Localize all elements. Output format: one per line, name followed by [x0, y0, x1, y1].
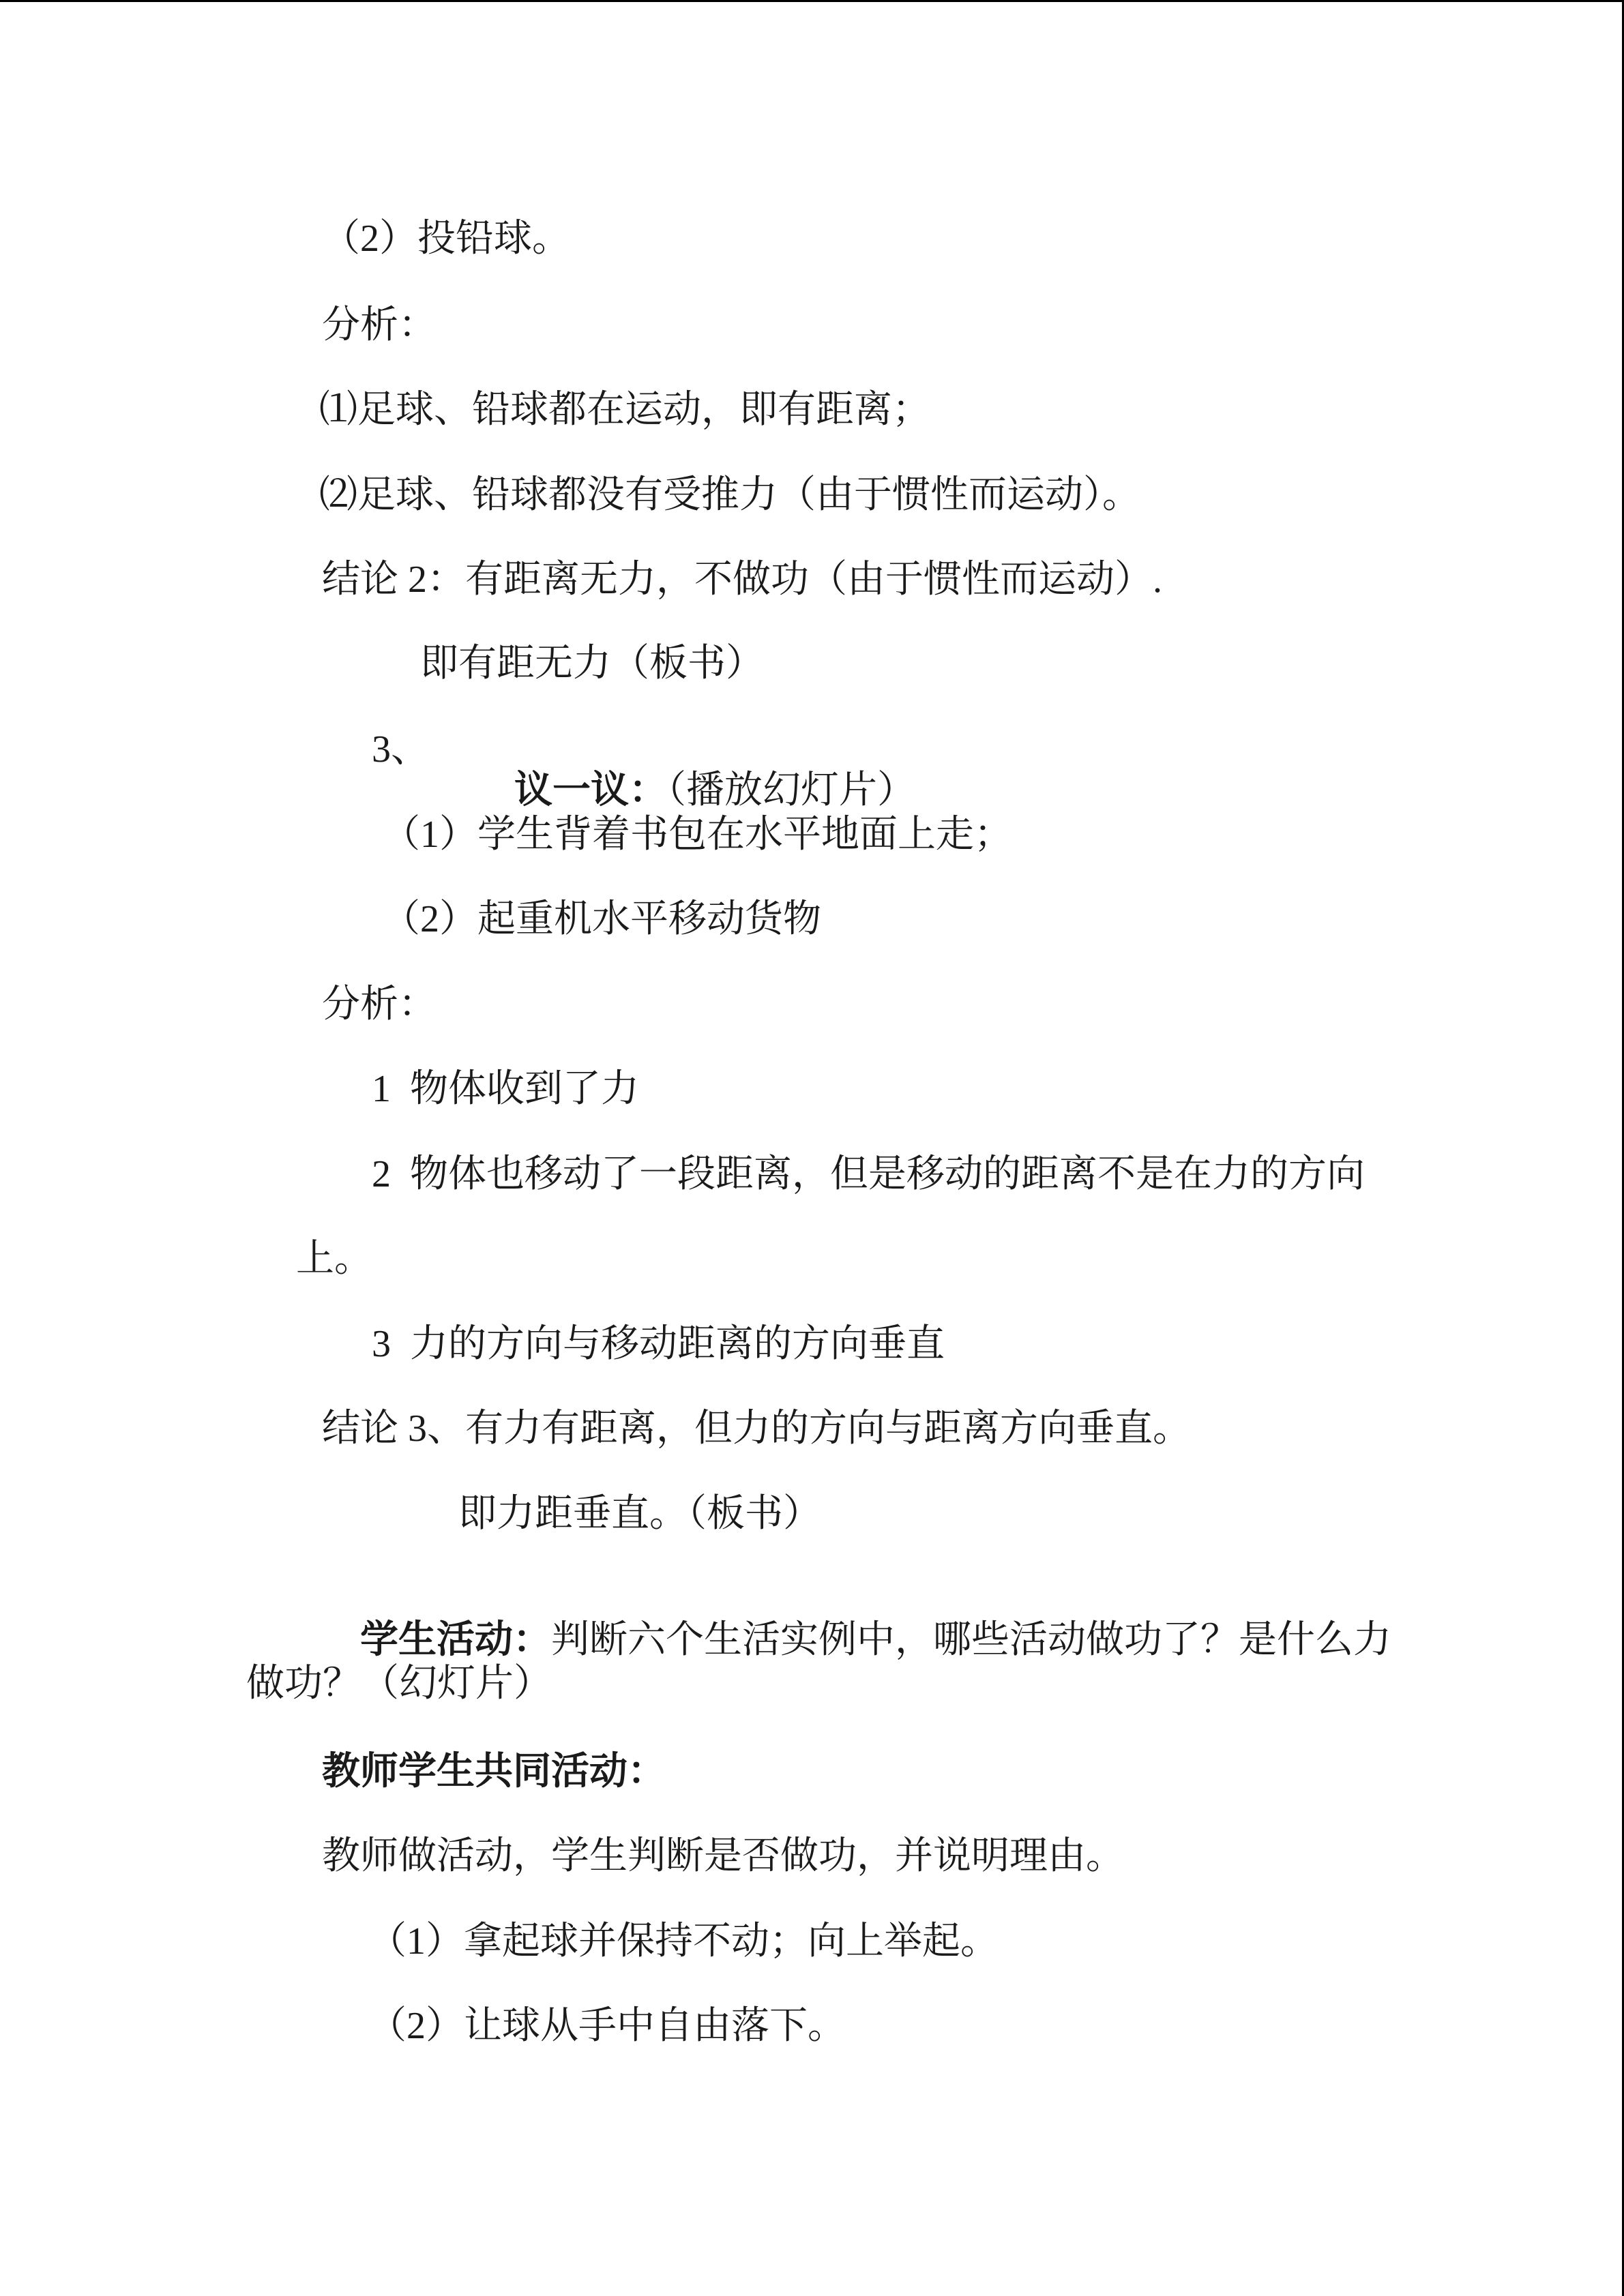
- section-number: 3、: [372, 728, 429, 771]
- section-heading-note: （播放幻灯片）: [667, 769, 915, 811]
- activity-heading: 教师学生共同活动：: [322, 1750, 666, 1793]
- text-line: （2）让球从手中自由落下。: [368, 2005, 846, 2047]
- text-line: 3 力的方向与移动距离的方向垂直: [372, 1323, 945, 1365]
- text-line: 分析：: [322, 304, 437, 346]
- activity-text: 判断六个生活实例中，哪些活动做功了？是什么力: [551, 1619, 1391, 1661]
- text-line: （2）投铅球。: [322, 218, 570, 260]
- conclusion-line: 结论 3、有力有距离，但力的方向与距离方向垂直。: [322, 1407, 1191, 1450]
- text-line: 分析：: [322, 983, 437, 1026]
- board-note-line: 即力距垂直。（板书）: [458, 1493, 821, 1535]
- page-top-border: [0, 0, 1624, 2]
- text-line: 做功？（幻灯片）: [246, 1663, 552, 1705]
- text-line: 2 物体也移动了一段距离，但是移动的距离不是在力的方向: [372, 1153, 1365, 1195]
- conclusion-line: 结论 2：有距离无力，不做功（由于惯性而运动）.: [322, 558, 1162, 601]
- text-line: （1）拿起球并保持不动；向上举起。: [368, 1920, 999, 1963]
- text-line: （1）学生背着书包在水平地面上走；: [382, 814, 1012, 856]
- text-line: ⑴足球、铅球都在运动，即有距离；: [319, 389, 930, 431]
- section-heading: 议一议：: [514, 769, 667, 811]
- text-line: 教师做活动，学生判断是否做功，并说明理由。: [322, 1835, 1124, 1877]
- text-line: 1 物体收到了力: [372, 1068, 639, 1110]
- text-line: [322, 1579, 1391, 1661]
- board-note-line: 即有距无力（板书）: [420, 642, 764, 685]
- text-line: 上。: [296, 1238, 372, 1280]
- text-line: ⑵足球、铅球都没有受推力（由于惯性而运动）。: [319, 474, 1140, 516]
- text-line: （2）起重机水平移动货物: [382, 898, 821, 940]
- activity-heading: 学生活动：: [360, 1619, 551, 1661]
- text-line: [476, 729, 915, 811]
